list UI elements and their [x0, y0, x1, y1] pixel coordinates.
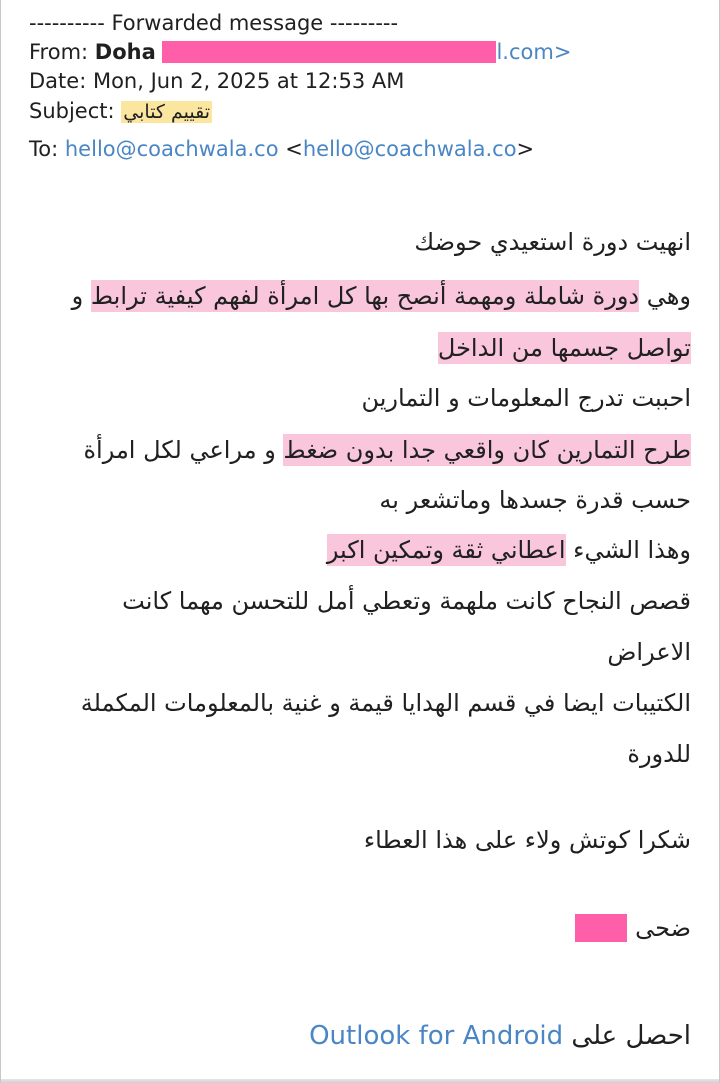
body-text: وهي — [639, 282, 691, 310]
to-label: To: — [29, 137, 59, 161]
body-text: حسب قدرة جسدها وماتشعر به — [379, 486, 691, 514]
sender-email-suffix[interactable]: l.com> — [496, 40, 572, 64]
get-prefix-text: احصل على — [571, 1021, 691, 1051]
highlighted-text: تواصل جسمها من الداخل — [437, 334, 691, 362]
body-text: للدورة — [627, 740, 691, 768]
signature-name: ضحى — [635, 914, 691, 942]
highlighted-text: اعطاني ثقة وتمكين اكبر — [326, 536, 566, 564]
date-label: Date: — [29, 69, 87, 93]
body-line-8 — [122, 583, 691, 619]
body-line-1 — [414, 224, 691, 260]
body-text: و — [71, 282, 91, 310]
bottom-border — [1, 1079, 719, 1083]
to-open-bracket: < — [285, 137, 303, 161]
date-value: Mon, Jun 2, 2025 at 12:53 AM — [92, 69, 405, 93]
body-line-7 — [327, 532, 691, 568]
date-line — [29, 68, 699, 94]
signature-line — [575, 910, 691, 946]
sender-name: Doha — [94, 40, 156, 64]
highlighted-text: دورة شاملة ومهمة أنصح بها كل امرأة لفهم كيفية ترابط — [90, 282, 640, 310]
body-text: و مراعي لكل امرأة — [83, 436, 284, 464]
body-line-6 — [379, 482, 691, 518]
outlook-android-link[interactable]: Outlook for Android — [309, 1021, 564, 1051]
subject-value: تقييم كتابي — [123, 101, 211, 123]
body-text: الكتيبات ايضا في قسم الهدايا قيمة و غنية بالمعلومات المكملة — [80, 689, 691, 717]
forwarded-label: ---------- Forwarded message --------- — [29, 11, 399, 35]
body-text: انهيت دورة استعيدي حوضك — [414, 228, 691, 256]
body-text: الاعراض — [607, 638, 691, 666]
outlook-promo-line — [309, 1018, 691, 1054]
body-line-4 — [361, 380, 691, 416]
subject-label: Subject: — [29, 99, 115, 123]
body-text: قصص النجاح كانت ملهمة وتعطي أمل للتحسن مهما كانت — [122, 587, 691, 615]
signature-redaction-block — [575, 914, 627, 942]
thanks-line — [364, 822, 691, 858]
to-email-link[interactable]: hello@coachwala.co — [64, 137, 279, 161]
from-label: From: — [29, 40, 89, 64]
from-line — [29, 39, 699, 65]
to-line — [29, 136, 699, 162]
body-text: شكرا كوتش ولاء على هذا العطاء — [363, 826, 691, 854]
body-line-3 — [438, 330, 691, 366]
forwarded-message-line — [29, 10, 699, 36]
redaction-block — [162, 41, 496, 63]
body-text: احببت تدرج المعلومات و التمارين — [361, 384, 691, 412]
body-text: وهذا الشيء — [565, 536, 691, 564]
body-line-5 — [83, 432, 691, 468]
to-close-bracket: > — [516, 137, 535, 161]
body-line-9 — [607, 634, 691, 670]
body-line-11 — [627, 736, 691, 772]
body-line-2 — [72, 278, 691, 314]
to-email-link-2[interactable]: hello@coachwala.co — [302, 137, 517, 161]
body-line-10 — [81, 685, 691, 721]
subject-line — [29, 98, 699, 125]
highlighted-text: طرح التمارين كان واقعي جدا بدون ضغط — [283, 436, 691, 464]
